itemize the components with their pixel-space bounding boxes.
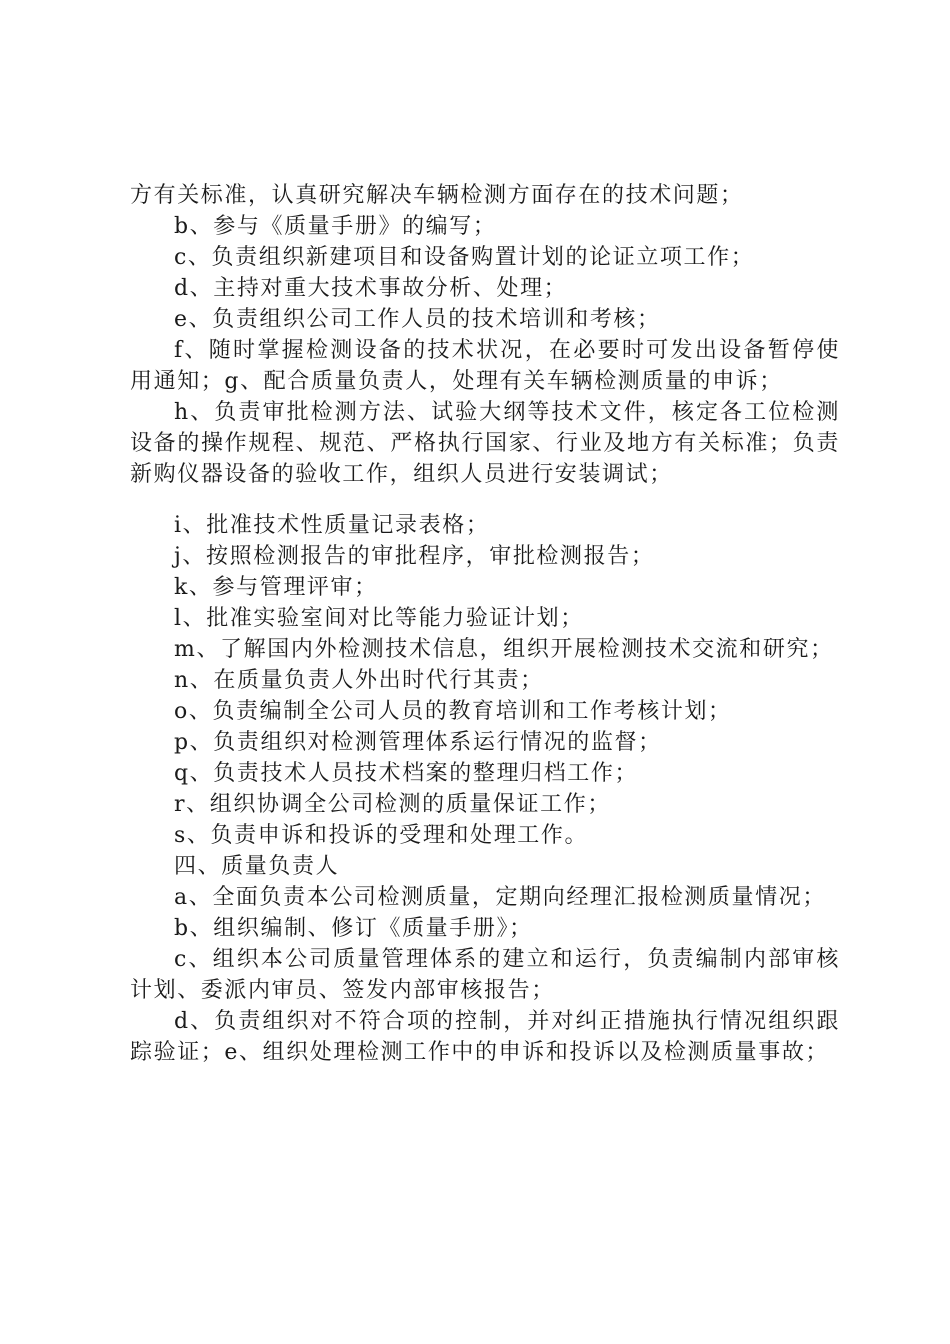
paragraph-gap <box>130 490 840 510</box>
paragraph-item-s: s、负责申诉和投诉的受理和处理工作。 <box>174 823 589 848</box>
section-heading-quality-manager: 四、质量负责人 <box>174 854 340 879</box>
paragraph-item-b-2: b、组织编制、修订《质量手册》； <box>174 916 533 941</box>
paragraph-item-k: k、参与管理评审； <box>174 575 378 600</box>
document-body <box>130 180 840 1068</box>
paragraph-item-r: r、组织协调全公司检测的质量保证工作； <box>174 792 611 817</box>
paragraph-item-b: b、参与《质量手册》的编写； <box>174 214 497 239</box>
paragraph-item-e: e、负责组织公司工作人员的技术培训和考核； <box>174 307 661 332</box>
paragraph-item-m: m、了解国内外检测技术信息，组织开展检测技术交流和研究； <box>174 637 834 662</box>
paragraph-item-c-2: c、组织本公司质量管理体系的建立和运行，负责编制内部审核计划、委派内审员、签发内部审核报告； <box>130 947 840 1003</box>
paragraph-item-n: n、在质量负责人外出时代行其责； <box>174 668 544 693</box>
paragraph-item-i: i、批准技术性质量记录表格； <box>174 513 490 538</box>
paragraph-item-f-g: f、随时掌握检测设备的技术状况，在必要时可发出设备暂停使用通知；g、配合质量负责人，处理有关车辆检测质量的申诉； <box>130 338 840 394</box>
paragraph-item-d-e: d、负责组织对不符合项的控制，并对纠正措施执行情况组织跟踪验证；e、组织处理检测工作中的申诉和投诉以及检测质量事故； <box>130 1009 840 1065</box>
paragraph-item-l: l、批准实验室间对比等能力验证计划； <box>174 606 584 631</box>
paragraph-item-p: p、负责组织对检测管理体系运行情况的监督； <box>174 730 662 755</box>
paragraph-item-d: d、主持对重大技术事故分析、处理； <box>174 276 568 301</box>
paragraph-continuation: 方有关标准，认真研究解决车辆检测方面存在的技术问题； <box>130 183 744 208</box>
paragraph-item-o: o、负责编制全公司人员的教育培训和工作考核计划； <box>174 699 732 724</box>
paragraph-item-c: c、负责组织新建项目和设备购置计划的论证立项工作； <box>174 245 755 270</box>
paragraph-item-a: a、全面负责本公司检测质量，定期向经理汇报检测质量情况； <box>174 885 826 910</box>
paragraph-item-q: q、负责技术人员技术档案的整理归档工作； <box>174 761 639 786</box>
paragraph-item-h: h、负责审批检测方法、试验大纲等技术文件，核定各工位检测设备的操作规程、规范、严格执行国家、行业及地方有关标准；负责新购仪器设备的验收工作，组织人员进行安装调试； <box>130 400 840 487</box>
paragraph-item-j: j、按照检测报告的审批程序，审批检测报告； <box>174 544 655 569</box>
